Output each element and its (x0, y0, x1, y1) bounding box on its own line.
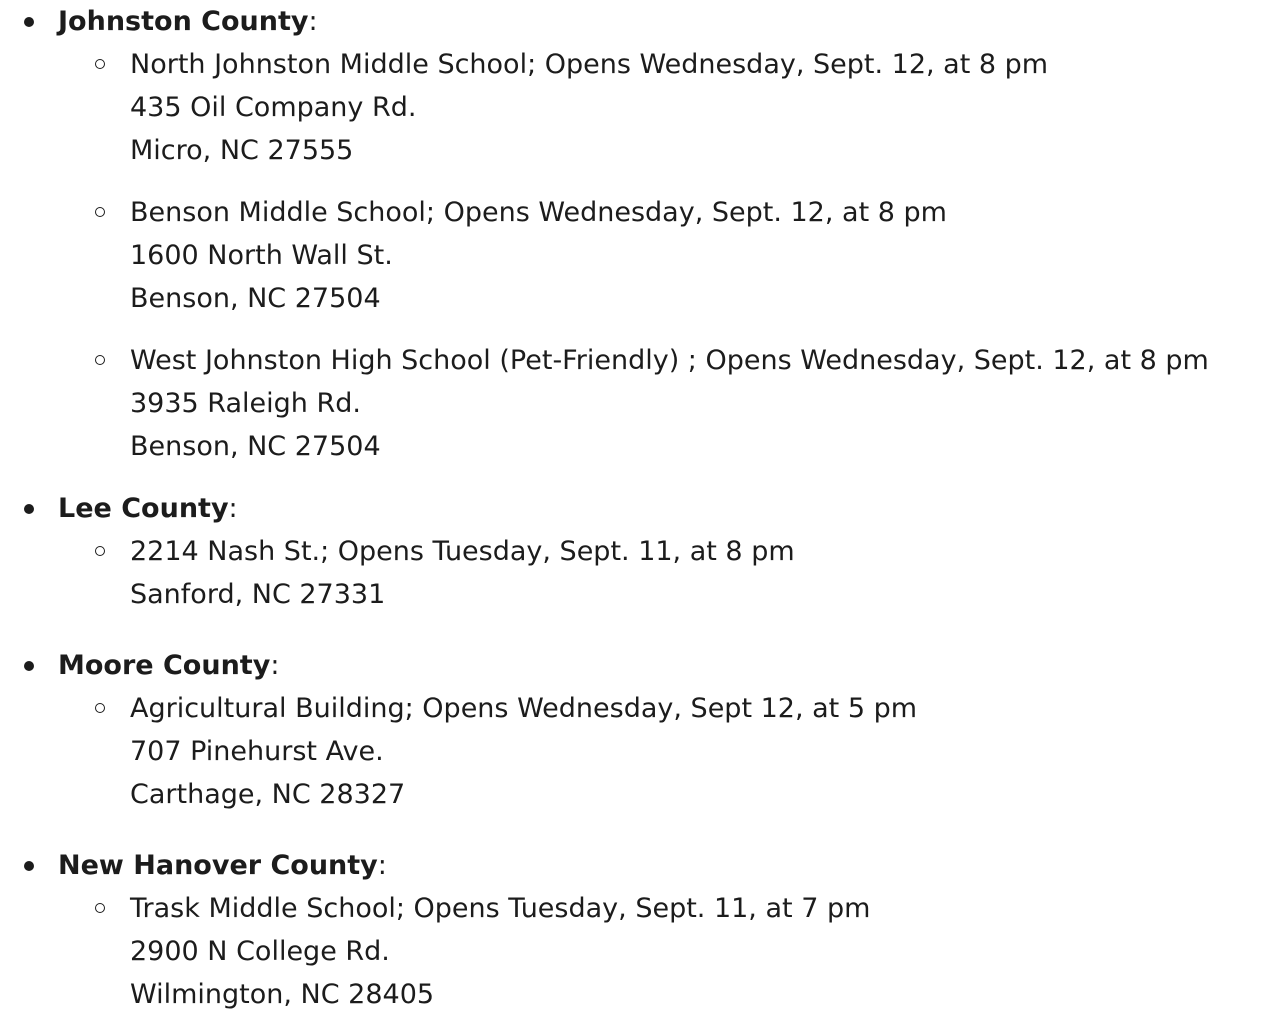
shelter-name-hours: North Johnston Middle School; Opens Wednesday, Sept. 12, at 8 pm (130, 49, 1049, 80)
county-item-moore (0, 644, 1280, 816)
bullet-circle-icon (95, 207, 105, 217)
county-colon: : (228, 493, 238, 524)
shelter-city: Benson, NC 27504 (130, 431, 381, 462)
bullet-disc-icon (24, 661, 34, 671)
bullet-circle-icon (95, 546, 105, 556)
county-colon: : (270, 650, 280, 681)
bullet-circle-icon (95, 703, 105, 713)
shelter-item (58, 339, 1280, 468)
shelter-list (58, 530, 1280, 616)
shelter-city: Wilmington, NC 28405 (130, 979, 435, 1010)
shelter-name-hours: Agricultural Building; Opens Wednesday, Sept 12, at 5 pm (130, 693, 918, 724)
shelter-item (58, 530, 1280, 616)
shelter-name-hours: 2214 Nash St.; Opens Tuesday, Sept. 11, at 8 pm (130, 536, 795, 567)
county-title: New Hanover County (58, 850, 378, 881)
county-colon: : (377, 850, 387, 881)
shelter-street: 1600 North Wall St. (130, 240, 393, 271)
shelter-street: 435 Oil Company Rd. (130, 92, 417, 123)
shelter-item (58, 191, 1280, 320)
bullet-circle-icon (95, 903, 105, 913)
bullet-disc-icon (24, 861, 34, 871)
shelter-item (58, 687, 1280, 816)
shelter-list (58, 887, 1280, 1016)
bullet-disc-icon (24, 17, 34, 27)
shelter-name-hours: Benson Middle School; Opens Wednesday, Sept. 12, at 8 pm (130, 197, 947, 228)
bullet-disc-icon (24, 504, 34, 514)
county-title: Lee County (58, 493, 229, 524)
shelter-list (58, 687, 1280, 816)
county-item-lee (0, 487, 1280, 616)
shelter-name-hours: Trask Middle School; Opens Tuesday, Sept. 11, at 7 pm (130, 893, 871, 924)
bullet-circle-icon (95, 355, 105, 365)
shelter-item (58, 43, 1280, 172)
shelter-street: 2900 N College Rd. (130, 936, 390, 967)
shelter-name-hours: West Johnston High School (Pet-Friendly) ; Opens Wednesday, Sept. 12, at 8 pm (130, 345, 1209, 376)
county-item-johnston (0, 0, 1280, 468)
county-title: Moore County (58, 650, 271, 681)
shelter-city: Carthage, NC 28327 (130, 779, 406, 810)
county-item-new-hanover (0, 844, 1280, 1016)
shelter-city: Sanford, NC 27331 (130, 579, 386, 610)
shelter-list (58, 43, 1280, 468)
shelter-city: Benson, NC 27504 (130, 283, 381, 314)
shelter-street: 3935 Raleigh Rd. (130, 388, 361, 419)
shelter-city: Micro, NC 27555 (130, 135, 354, 166)
shelter-street: 707 Pinehurst Ave. (130, 736, 384, 767)
shelter-item (58, 887, 1280, 1016)
county-colon: : (308, 6, 318, 37)
bullet-circle-icon (95, 59, 105, 69)
county-title: Johnston County (58, 6, 309, 37)
